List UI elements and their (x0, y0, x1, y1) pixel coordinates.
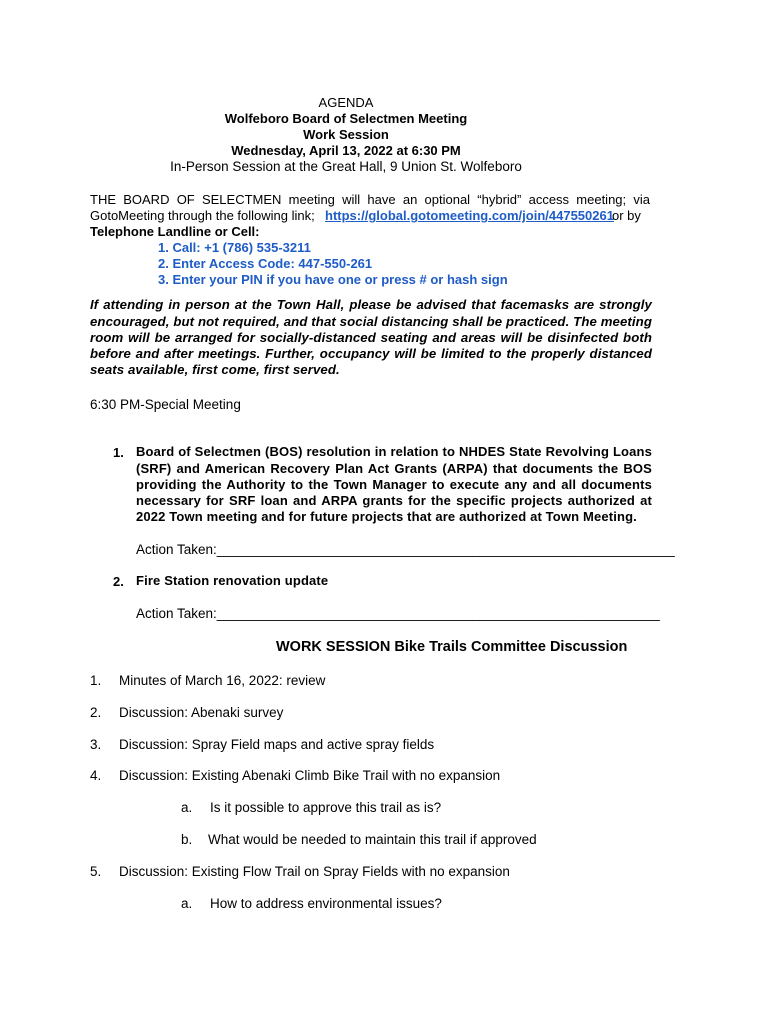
dial-step-1: 1. Call: +1 (786) 535-3211 (158, 240, 311, 255)
notice-line-2: encouraged, but not required, and that social distancing shall be practiced. The meeting (90, 314, 652, 329)
ws-item-3-number: 3. (90, 737, 102, 752)
dial-step-3: 3. Enter your PIN if you have one or press # or hash sign (158, 272, 508, 287)
phone-label: Telephone Landline or Cell: (90, 224, 260, 239)
ws-item-1-number: 1. (90, 673, 102, 688)
ws-item-2-text: Discussion: Abenaki survey (119, 705, 284, 720)
ws-item-2-number: 2. (90, 705, 102, 720)
item-1-line-4: necessary for SRF loan and ARPA grants for the specific projects authorized at (136, 493, 652, 508)
ws-item-3-text: Discussion: Spray Field maps and active spray fields (119, 737, 435, 752)
notice-line-3: room will be arranged for socially-distanced seating and areas will be disinfected both (90, 330, 652, 345)
notice-line-4: before and after meetings. Further, occupancy will be limited to the properly distanced (90, 346, 652, 361)
item-1-line-5: 2022 Town meeting and for future projects that are authorized at Town Meeting. (136, 509, 637, 524)
ws-item-4-number: 4. (90, 768, 102, 783)
gotomeeting-link[interactable]: https://global.gotomeeting.com/join/447550261 (325, 208, 614, 223)
ws-item-4b-letter: b. (181, 832, 193, 847)
meeting-date: Wednesday, April 13, 2022 at 6:30 PM (231, 143, 461, 158)
item-1-line-3: providing the Authority to the Town Manager to execute any and all documents (136, 477, 652, 492)
meeting-location: In-Person Session at the Great Hall, 9 Union St. Wolfeboro (170, 159, 522, 174)
item-1-line-1: Board of Selectmen (BOS) resolution in relation to NHDES State Revolving Loans (136, 444, 652, 459)
item-2-action: Action Taken:___________________________________________________________ (136, 606, 660, 621)
notice-line-1: If attending in person at the Town Hall, please be advised that facemasks are strongly (90, 297, 652, 312)
ws-item-4b-text: What would be needed to maintain this trail if approved (208, 832, 537, 847)
item-2-number: 2. (113, 574, 124, 589)
ws-item-5-text: Discussion: Existing Flow Trail on Spray Fields with no expansion (119, 864, 510, 879)
item-1-line-2: (SRF) and American Recovery Plan Act Grants (ARPA) that documents the BOS (136, 461, 652, 476)
ws-item-4-text: Discussion: Existing Abenaki Climb Bike Trail with no expansion (119, 768, 501, 783)
session-title: Work Session (303, 127, 389, 142)
ws-item-5-number: 5. (90, 864, 102, 879)
special-meeting-label: 6:30 PM-Special Meeting (90, 397, 241, 412)
item-1-action: Action Taken:_____________________________________________________________ (136, 542, 675, 557)
item-1-number: 1. (113, 445, 124, 460)
ws-item-4a-letter: a. (181, 800, 193, 815)
item-2-text: Fire Station renovation update (136, 573, 329, 588)
access-line-1: THE BOARD OF SELECTMEN meeting will have an optional “hybrid” access meeting; via (90, 192, 650, 207)
ws-item-4a-text: Is it possible to approve this trail as is? (210, 800, 442, 815)
notice-line-5: seats available, first come, first served. (90, 362, 340, 377)
ws-item-5a-text: How to address environmental issues? (210, 896, 442, 911)
work-session-heading: WORK SESSION Bike Trails Committee Discussion (276, 639, 628, 655)
ws-item-5a-letter: a. (181, 896, 193, 911)
access-line-2-prefix: GotoMeeting through the following link; (90, 208, 315, 223)
board-title: Wolfeboro Board of Selectmen Meeting (224, 111, 468, 126)
dial-step-2: 2. Enter Access Code: 447-550-261 (158, 256, 373, 271)
agenda-title: AGENDA (318, 95, 374, 110)
ws-item-1-text: Minutes of March 16, 2022: review (119, 673, 326, 688)
access-line-2-suffix: or by (612, 208, 641, 223)
